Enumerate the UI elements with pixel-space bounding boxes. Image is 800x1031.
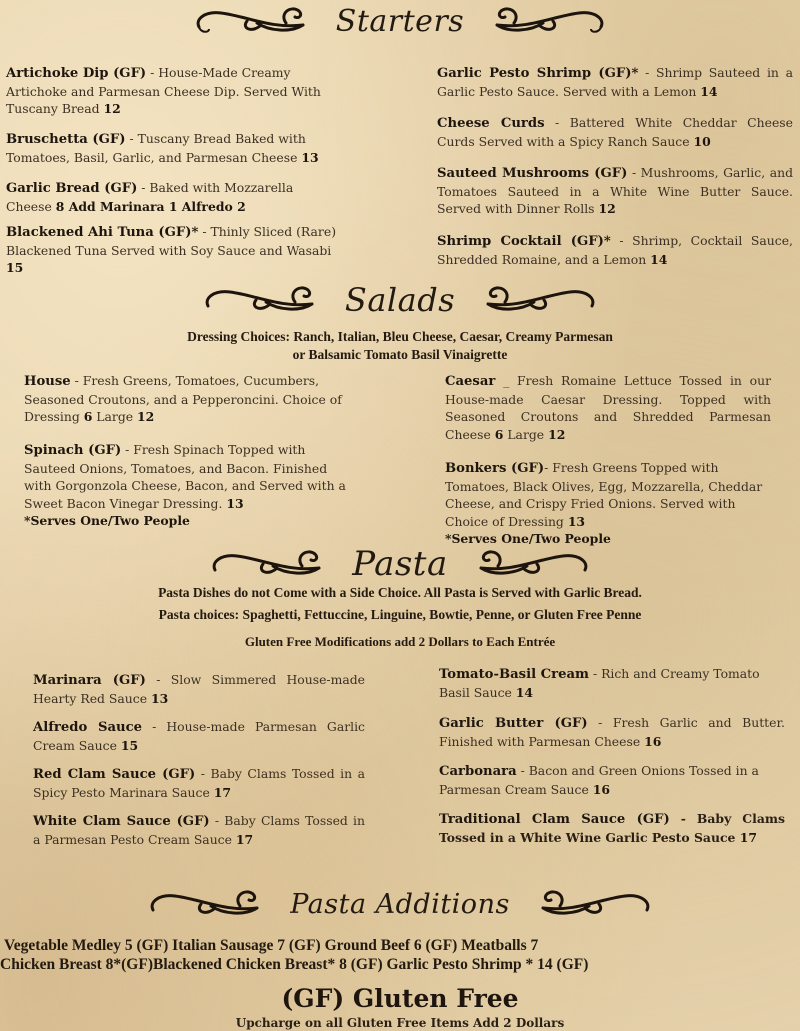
menu-item: Artichoke Dip (GF) - House-Made Creamy Artichoke and Parmesan Cheese Dip. Served With Tuscany Bread 12 (6, 65, 321, 116)
section-title: Starters (335, 3, 465, 39)
left-flourish-icon (191, 3, 326, 39)
gluten-free-subtitle: Upcharge on all Gluten Free Items Add 2 Dollars (235, 1016, 565, 1030)
pasta-note: Pasta Dishes do not Come with a Side Choice. All Pasta is Served with Garlic Bread. (158, 585, 642, 600)
menu-item: Cheese Curds - Battered White Cheddar Cheese Curds Served with a Spicy Ranch Sauce 10 (437, 115, 793, 149)
menu-item: Tomato-Basil Cream - Rich and Creamy Tomato Basil Sauce 14 (439, 666, 760, 700)
menu-item: Garlic Bread (GF) - Baked with Mozzarella Cheese 8 Add Marinara 1 Alfredo 2 (6, 180, 294, 214)
menu-item: Marinara (GF) - Slow Simmered House-made Hearty Red Sauce 13 (33, 672, 366, 706)
right-flourish-icon (474, 3, 609, 39)
menu-item: Caesar _ Fresh Romaine Lettuce Tossed in our House-made Caesar Dressing. Topped with Seasoned Croutons and Shredded Parmesan Cheese 6 Large 12 (445, 373, 771, 442)
section-title: Pasta (352, 544, 448, 584)
menu-item: Red Clam Sauce (GF) - Baby Clams Tossed in a Spicy Pesto Marinara Sauce 17 (33, 766, 365, 800)
dressing-choices: Dressing Choices: Ranch, Italian, Bleu Cheese, Caesar, Creamy Parmesan (187, 329, 613, 344)
right-flourish-icon (465, 282, 600, 318)
salads-heading (0, 278, 800, 322)
dressing-choices-cont: or Balsamic Tomato Basil Vinaigrette (292, 347, 508, 362)
menu-item: House - Fresh Greens, Tomatoes, Cucumbers, Seasoned Croutons, and a Pepperoncini. Choice of Dressing 6 Large 12 (24, 373, 342, 424)
starters-heading (0, 0, 800, 42)
serves-note: *Serves One/Two People (24, 513, 190, 528)
menu-item: Spinach (GF) - Fresh Spinach Topped with Sauteed Onions, Tomatoes, and Bacon. Finished with Gorgonzola Cheese, Bacon, and Served with a Sweet Bacon Vinegar Dressing. 13 *Serves One/Two People (24, 441, 350, 530)
left-flourish-icon (145, 886, 280, 922)
menu-item: Blackened Ahi Tuna (GF)* - Thinly Sliced (Rare) Blackened Tuna Served with Soy Sauce and Wasabi 15 (6, 224, 337, 275)
pasta-heading (0, 542, 800, 586)
right-flourish-icon (520, 886, 655, 922)
menu-item: Garlic Butter (GF) - Fresh Garlic and Butter. Finished with Parmesan Cheese 16 (439, 715, 785, 749)
gluten-free-title: (GF) Gluten Free (281, 984, 519, 1013)
menu-item: Shrimp Cocktail (GF)* - Shrimp, Cocktail Sauce, Shredded Romaine, and a Lemon 14 (437, 233, 793, 267)
menu-item: Sauteed Mushrooms (GF) - Mushrooms, Garlic, and Tomatoes Sauteed in a White Wine Butter Sauce. Served with Dinner Rolls 12 (437, 165, 793, 216)
menu-item: White Clam Sauce (GF) - Baby Clams Tossed in a Parmesan Pesto Cream Sauce 17 (33, 813, 365, 847)
menu-item: Bonkers (GF)- Fresh Greens Topped with Tomatoes, Black Olives, Egg, Mozzarella, Cheddar Cheese, and Crispy Fried Onions. Served with Choice of Dressing 13 *Serves One/Two People (445, 459, 765, 548)
section-title: Salads (344, 281, 456, 319)
additions-line-1: Vegetable Medley 5 (GF) Italian Sausage 7 (GF) Ground Beef 6 (GF) Meatballs 7 (4, 937, 539, 954)
gf-modifications: Gluten Free Modifications add 2 Dollars to Each Entrée (244, 634, 556, 649)
menu-item: Traditional Clam Sauce (GF) - Baby Clams Tossed in a White Wine Garlic Pesto Sauce 17 (439, 811, 785, 845)
serves-note: *Serves One/Two People (445, 531, 611, 546)
pasta-additions-heading (0, 884, 800, 924)
section-title: Pasta Additions (290, 888, 510, 920)
additions-line-2: Chicken Breast 8*(GF)Blackened Chicken Breast* 8 (GF) Garlic Pesto Shrimp * 14 (GF) (0, 956, 589, 973)
menu-item: Garlic Pesto Shrimp (GF)* - Shrimp Sauteed in a Garlic Pesto Sauce. Served with a Lemon 14 (437, 65, 793, 99)
menu-item: Bruschetta (GF) - Tuscany Bread Baked with Tomatoes, Basil, Garlic, and Parmesan Cheese 13 (6, 131, 319, 165)
left-flourish-icon (200, 282, 335, 318)
menu-item: Alfredo Sauce - House-made Parmesan Garlic Cream Sauce 15 (33, 719, 365, 753)
left-flourish-icon (207, 546, 342, 582)
right-flourish-icon (458, 546, 593, 582)
menu-item: Carbonara - Bacon and Green Onions Tossed in a Parmesan Cream Sauce 16 (439, 763, 759, 797)
pasta-choices: Pasta choices: Spaghetti, Fettuccine, Linguine, Bowtie, Penne, or Gluten Free Penne (158, 607, 642, 622)
